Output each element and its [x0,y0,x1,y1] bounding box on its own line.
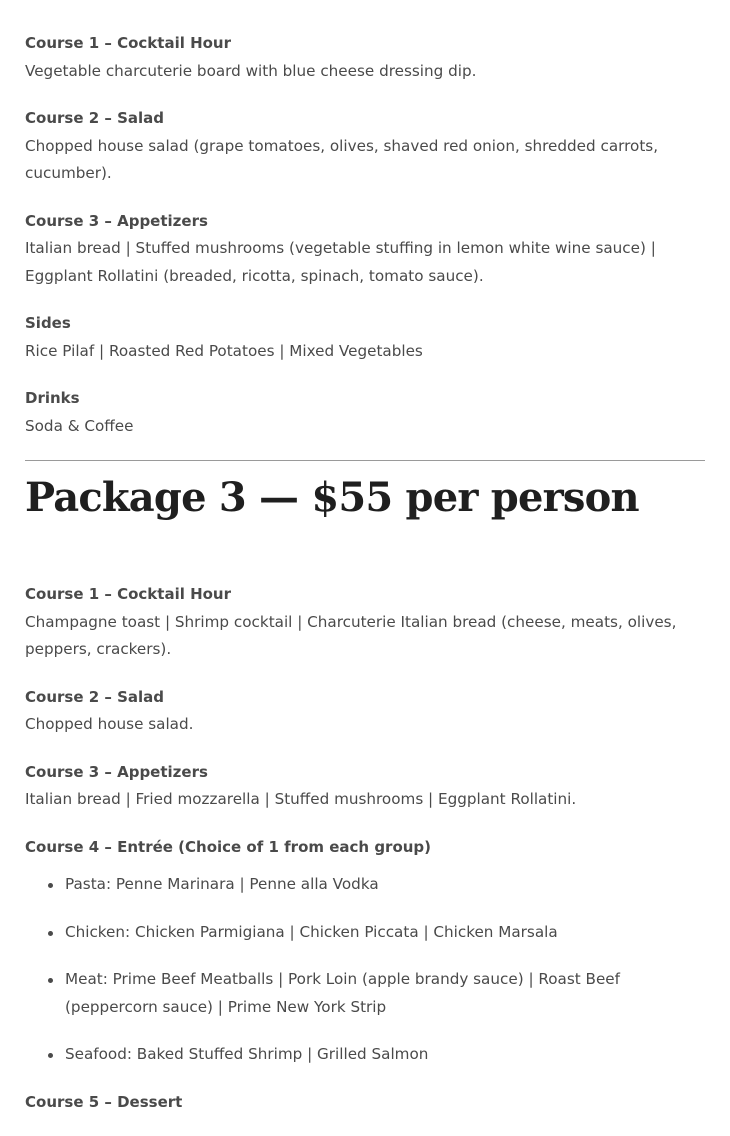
section-title: Sides [25,314,71,332]
section-title: Course 1 – Cocktail Hour [25,34,232,52]
list-item-meat: Meat: Prime Beef Meatballs | Pork Loin (apple brandy sauce) | Roast Beef (peppercorn sauce) | Prime New York Strip [25,966,705,1021]
p2-course-2 [25,105,705,188]
p2-sides [25,310,705,365]
section-title: Course 2 – Salad [25,687,165,706]
section-title: Course 2 – Salad [25,109,165,127]
section-text: Italian bread | Stuffed mushrooms (vegetable stuffing in lemon white wine sauce) | Eggplant Rollatini (breaded, ricotta, spinach, tomato sauce). [25,239,656,285]
list-item-chicken: Chicken: Chicken Parmigiana | Chicken Piccata | Chicken Marsala [25,919,705,947]
section-text: Chopped house salad (grape tomatoes, olives, shaved red onion, shredded carrots, cucumber). [25,136,659,182]
package-3-heading: Package 3 — $55 per person [25,474,639,521]
section-title: Course 3 – Appetizers [25,211,208,230]
entree-list [25,871,705,1069]
section-text: Italian bread | Fried mozzarella | Stuffed mushrooms | Eggplant Rollatini. [25,790,577,808]
list-item-seafood: Seafood: Baked Stuffed Shrimp | Grilled Salmon [25,1041,705,1069]
p2-course-3 [25,208,705,291]
section-title: Course 3 – Appetizers [25,762,208,781]
p3-course-1 [25,581,705,664]
section-title: Course 1 – Cocktail Hour [25,585,232,603]
p2-course-1 [25,30,705,85]
section-text: Vegetable charcuterie board with blue cheese dressing dip. [25,61,477,80]
section-title: Course 5 – Dessert [25,1092,183,1111]
section-text: Rice Pilaf | Roasted Red Potatoes | Mixed Vegetables [25,341,423,360]
list-item-pasta: Pasta: Penne Marinara | Penne alla Vodka [25,871,705,899]
package-divider [25,460,705,461]
section-title: Course 4 – Entrée (Choice of 1 from each group) [25,837,432,856]
section-text: Soda & Coffee [25,416,134,435]
p3-course-4 [25,834,705,1069]
p3-course-3 [25,759,705,814]
section-title: Drinks [25,389,80,407]
p2-drinks [25,385,705,440]
section-text: Chopped house salad. [25,715,194,733]
menu-content [25,30,705,1136]
p3-course-2 [25,684,705,739]
section-text: Champagne toast | Shrimp cocktail | Charcuterie Italian bread (cheese, meats, olives, peppers, crackers). [25,612,677,658]
